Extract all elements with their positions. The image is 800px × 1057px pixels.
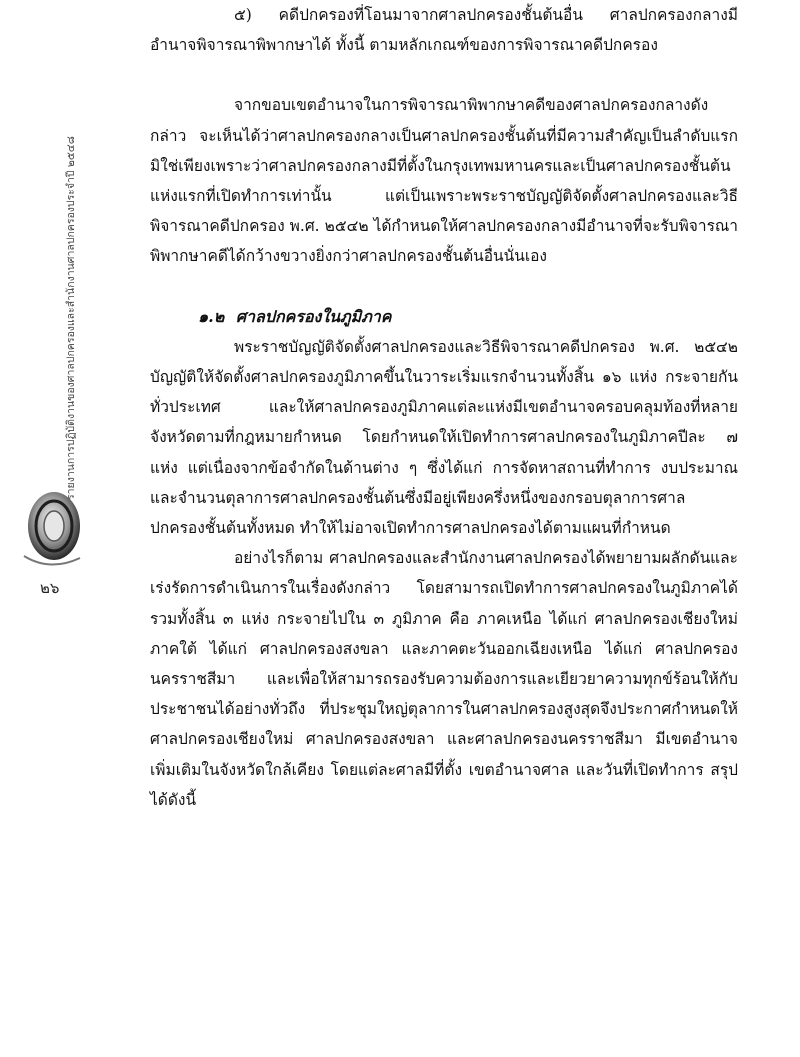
page-number: ๒๖ bbox=[40, 579, 60, 597]
document-body bbox=[150, 0, 738, 815]
paragraph-regional-opening: อย่างไรก็ตาม ศาลปกครองและสำนักงานศาลปกครองได้พยายามผลักดันและเร่งรัดการดำเนินการในเรื่องดังกล่าว โดยสามารถเปิดทำการศาลปกครองในภูมิภาคได้รวมทั้งสิ้น ๓ แห่ง กระจายไปใน ๓ ภูมิภาค คือ ภาคเหนือ ได้แก่ ศาลปกครองเชียงใหม่ ภาคใต้ ได้แก่ ศาลปกครองสงขลา และภาคตะวันออกเฉียงเหนือ ได้แก่ ศาลปกครองนครราชสีมา และเพื่อให้สามารถรองรับความต้องการและเยียวยาความทุกข์ร้อนให้กับประชาชนได้อย่างทั่วถึง ที่ประชุมใหญ่ตุลาการในศาลปกครองสูงสุดจึงประกาศกำหนดให้ศาลปกครองเชียงใหม่ ศาลปกครองสงขลา และศาลปกครองนครราชสีมา มีเขตอำนาจเพิ่มเติมในจังหวัดใกล้เคียง โดยแต่ละศาลมีที่ตั้ง เขตอำนาจศาล และวันที่เปิดทำการ สรุปได้ดังนี้ bbox=[150, 549, 738, 809]
section-heading bbox=[198, 302, 738, 332]
running-header-text: รายงานการปฏิบัติงานของศาลปกครองและสำนักงานศาลปกครองประจำปี ๒๕๔๘ bbox=[65, 136, 77, 500]
paragraph-regional-intro: พระราชบัญญัติจัดตั้งศาลปกครองและวิธีพิจารณาคดีปกครอง พ.ศ. ๒๕๔๒ บัญญัติให้จัดตั้งศาลปกครองภูมิภาคขึ้นในวาระเริ่มแรกจำนวนทั้งสิ้น ๑๖ แห่ง กระจายกันทั่วประเทศ และให้ศาลปกครองภูมิภาคแต่ละแห่งมีเขตอำนาจครอบคลุมท้องที่หลายจังหวัดตามที่กฎหมายกำหนด โดยกำหนดให้เปิดทำการศาลปกครองในภูมิภาคปีละ ๗ แห่ง แต่เนื่องจากข้อจำกัดในด้านต่าง ๆ ซึ่งได้แก่ การจัดหาสถานที่ทำการ งบประมาณ และจำนวนตุลาการศาลปกครองชั้นต้นซึ่งมีอยู่เพียงครึ่งหนึ่งของกรอบตุลาการศาลปกครองชั้นต้นทั้งหมด ทำให้ไม่อาจเปิดทำการศาลปกครองได้ตามแผนที่กำหนด bbox=[150, 337, 738, 538]
paragraph-item-5: ๕) คดีปกครองที่โอนมาจากศาลปกครองชั้นต้นอื่น ศาลปกครองกลางมีอำนาจพิจารณาพิพากษาได้ ทั้งนี้ ตามหลักเกณฑ์ของการพิจารณาคดีปกครอง bbox=[150, 6, 738, 55]
paragraph-central-court-summary: จากขอบเขตอำนาจในการพิจารณาพิพากษาคดีของศาลปกครองกลางดังกล่าว จะเห็นได้ว่าศาลปกครองกลางเป็นศาลปกครองชั้นต้นที่มีความสำคัญเป็นลำดับแรก มิใช่เพียงเพราะว่าศาลปกครองกลางมีที่ตั้งในกรุงเทพมหานครและเป็นศาลปกครองชั้นต้นแห่งแรกที่เปิดทำการเท่านั้น แต่เป็นเพราะพระราชบัญญัติจัดตั้งศาลปกครองและวิธีพิจารณาคดีปกครอง พ.ศ. ๒๕๔๒ ได้กำหนดให้ศาลปกครองกลางมีอำนาจที่จะรับพิจารณาพิพากษาคดีได้กว้างขวางยิ่งกว่าศาลปกครองชั้นต้นอื่นนั่นเอง bbox=[150, 96, 738, 266]
running-header bbox=[62, 136, 82, 500]
court-seal-icon bbox=[20, 486, 84, 570]
section-title: ศาลปกครองในภูมิภาค bbox=[235, 306, 392, 326]
section-number: ๑.๒ bbox=[198, 306, 225, 326]
